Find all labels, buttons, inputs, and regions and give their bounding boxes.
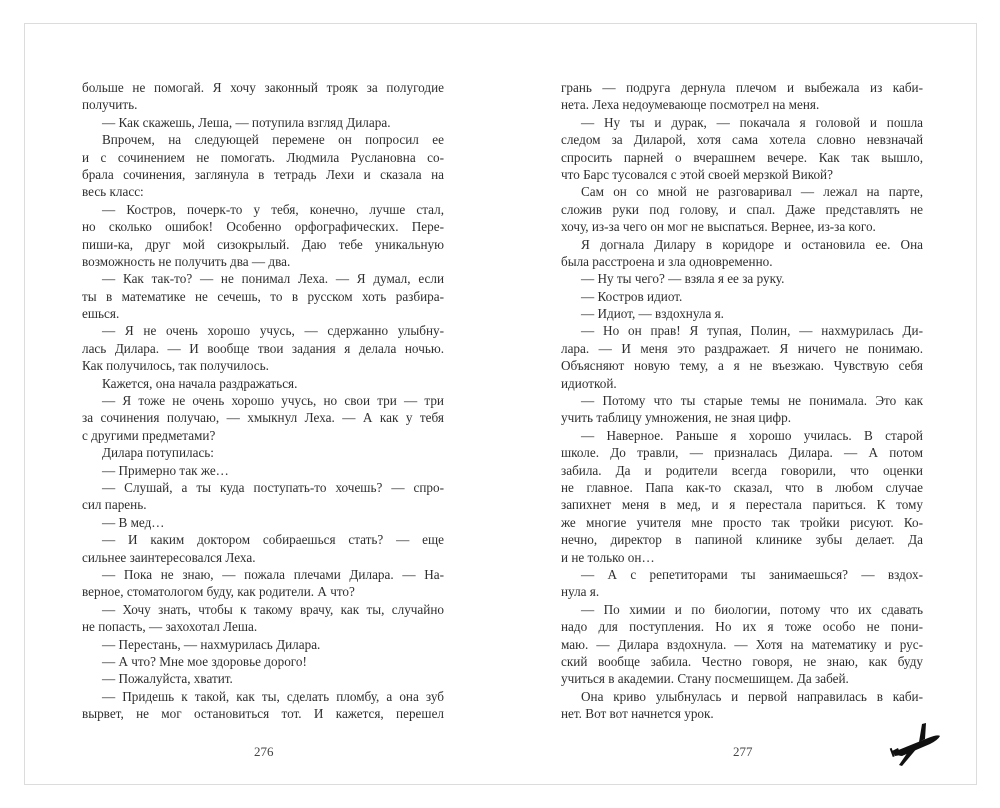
text-line: — Но он прав! Я тупая, Полин, — нахмурилась Ди- [581, 323, 923, 339]
text-line: нета. Леха недоумевающе посмотрел на меня. [561, 97, 820, 113]
right-page-text [561, 79, 923, 722]
text-line: — И каким доктором собираешься стать? — еще [102, 532, 444, 548]
text-line: пиши-ка, друг мой сизокрылый. Даю тебе уникальную [82, 236, 444, 252]
text-line: ты в математике не сечешь, то в русском хоть разбира- [82, 288, 444, 304]
text-line: надо для поступления. Но их я тоже особо не пони- [561, 619, 923, 635]
text-line: — В мед… [102, 514, 165, 530]
page-number-left: 276 [254, 744, 274, 759]
text-line: лара. — И меня это раздражает. Я ничего не понимаю. [561, 340, 923, 356]
text-line: — Я не очень хорошо учусь, — сдержанно улыбну- [102, 323, 444, 339]
text-line: ский вообще забила. Честно говоря, не знаю, как буду [561, 653, 923, 669]
text-line: — Костров идиот. [581, 288, 683, 304]
text-line: Я догнала Дилару в коридоре и остановила ее. Она [581, 236, 923, 252]
text-line: сложив руки под голову, и спал. Даже представлять не [561, 201, 923, 217]
text-line: с другими предметами? [82, 427, 216, 443]
text-line: — По химии и по биологии, потому что их сдавать [581, 601, 923, 617]
text-line: грань — подруга дернула плечом и выбежала из каби- [561, 80, 923, 95]
text-line: — Как скажешь, Леша, — потупила взгляд Дилара. [102, 114, 391, 130]
text-line: — Слушай, а ты куда поступать-то хочешь? — спро- [102, 479, 444, 495]
text-line: запихнет меня в мед, и я перестала париться. К тому [561, 497, 923, 513]
text-line: вырвет, не мог остановиться тот. И кажется, перешел [82, 706, 444, 722]
text-line: но сколько ошибок! Особенно орфографических. Пере- [82, 219, 444, 235]
text-line: — Ну ты чего? — взяла я ее за руку. [581, 271, 785, 287]
text-line: — Ну ты и дурак, — покачала я головой и пошла [581, 114, 923, 130]
text-line: — А что? Мне мое здоровье дорого! [102, 653, 307, 669]
text-line: сильнее заинтересовался Леха. [82, 549, 256, 565]
text-line: Впрочем, на следующей перемене он попросил ее [102, 132, 444, 148]
text-line: что Барс тусовался с этой своей мерзкой Викой? [561, 166, 833, 182]
text-line: — Хочу знать, чтобы к такому врачу, как ты, случайно [102, 601, 444, 617]
text-line: учиться в академии. Стану посмешищем. Да забей. [561, 671, 849, 687]
text-line: — Перестань, — нахмурилась Дилара. [102, 636, 321, 652]
text-line: — Идиот, — вздохнула я. [581, 306, 724, 322]
text-line: Она криво улыбнулась и первой направилась в каби- [581, 688, 923, 704]
airplane-icon [888, 718, 948, 770]
text-line: Как получилось, так получилось. [82, 358, 269, 374]
text-line: не попасть, — захохотал Леша. [82, 619, 258, 635]
text-line: — Пока не знаю, — пожала плечами Дилара. — На- [102, 566, 444, 582]
text-line: — Как так-то? — не понимал Леха. — Я думал, если [102, 271, 444, 287]
text-line: возможность не получить два — два. [82, 253, 291, 269]
text-line: Кажется, она начала раздражаться. [102, 375, 298, 391]
text-line: нечно, директор в папиной клинике зубы делает. Да [561, 532, 923, 548]
text-line: ешься. [82, 306, 120, 322]
left-page-text [82, 79, 444, 722]
text-line: идиоткой. [561, 375, 617, 391]
text-line: Сам он со мной не разговаривал — лежал на парте, [581, 184, 923, 200]
text-line: больше не помогай. Я хочу законный трояк за полугодие [82, 80, 444, 95]
text-line: нет. Вот вот начнется урок. [561, 706, 714, 722]
text-line: брала сочинения, заглянула в тетрадь Лехи и сказала на [82, 166, 444, 182]
text-line: спросить парней о вчерашнем вечере. Как так вышло, [561, 149, 923, 165]
text-line: и с сочинением не помогать. Людмила Руслановна со- [82, 149, 444, 165]
text-line: лась Дилара. — И вообще твои задания я делала ночью. [82, 340, 444, 356]
text-line: — Костров, почерк-то у тебя, конечно, лучше стал, [102, 201, 444, 217]
text-line: Дилара потупилась: [102, 445, 214, 461]
text-line: — Потому что ты старые темы не понимала. Это как [581, 393, 923, 409]
text-line: хочу, из-за чего он мог не выспаться. Вернее, из-за кого. [561, 219, 876, 235]
text-line: забила. Да и родители всегда говорили, что оценки [561, 462, 923, 478]
text-line: учить таблицу умножения, не зная цифр. [561, 410, 791, 426]
text-line: весь класс: [82, 184, 144, 200]
text-line: — Примерно так же… [102, 462, 229, 478]
text-line: нула я. [561, 584, 600, 600]
text-line: получить. [82, 97, 138, 113]
text-line: за сочинения получаю, — хмыкнул Леха. — А как у тебя [82, 410, 444, 426]
text-line: не главное. Папа как-то сказал, что в любом случае [561, 479, 923, 495]
text-line: — Придешь к такой, как ты, сделать пломбу, а она зуб [102, 688, 444, 704]
text-line: и не только он… [561, 549, 655, 565]
text-line: — Наверное. Раньше я хорошо училась. В старой [581, 427, 923, 443]
page-number-right: 277 [733, 744, 753, 759]
text-line: следом за Диларой, хотя сама хотела словно невзначай [561, 132, 923, 148]
text-line: же многие учителя мне просто так тройки рисуют. Ко- [561, 514, 923, 530]
text-line: школе. До травли, — призналась Дилара. — А потом [561, 445, 923, 461]
text-line: верное, стоматологом буду, как родители. А что? [82, 584, 355, 600]
text-line: — Пожалуйста, хватит. [102, 671, 233, 687]
text-line: была расстроена и зла одновременно. [561, 253, 773, 269]
text-line: Объясняют новую тему, а я не въезжаю. Чувствую себя [561, 358, 923, 374]
text-line: — Я тоже не очень хорошо учусь, но свои три — три [102, 393, 444, 409]
text-line: сил парень. [82, 497, 147, 513]
text-line: — А с репетиторами ты занимаешься? — вздох- [581, 566, 923, 582]
text-line: маю. — Дилара вздохнула. — Хотя на математику и рус- [561, 636, 923, 652]
